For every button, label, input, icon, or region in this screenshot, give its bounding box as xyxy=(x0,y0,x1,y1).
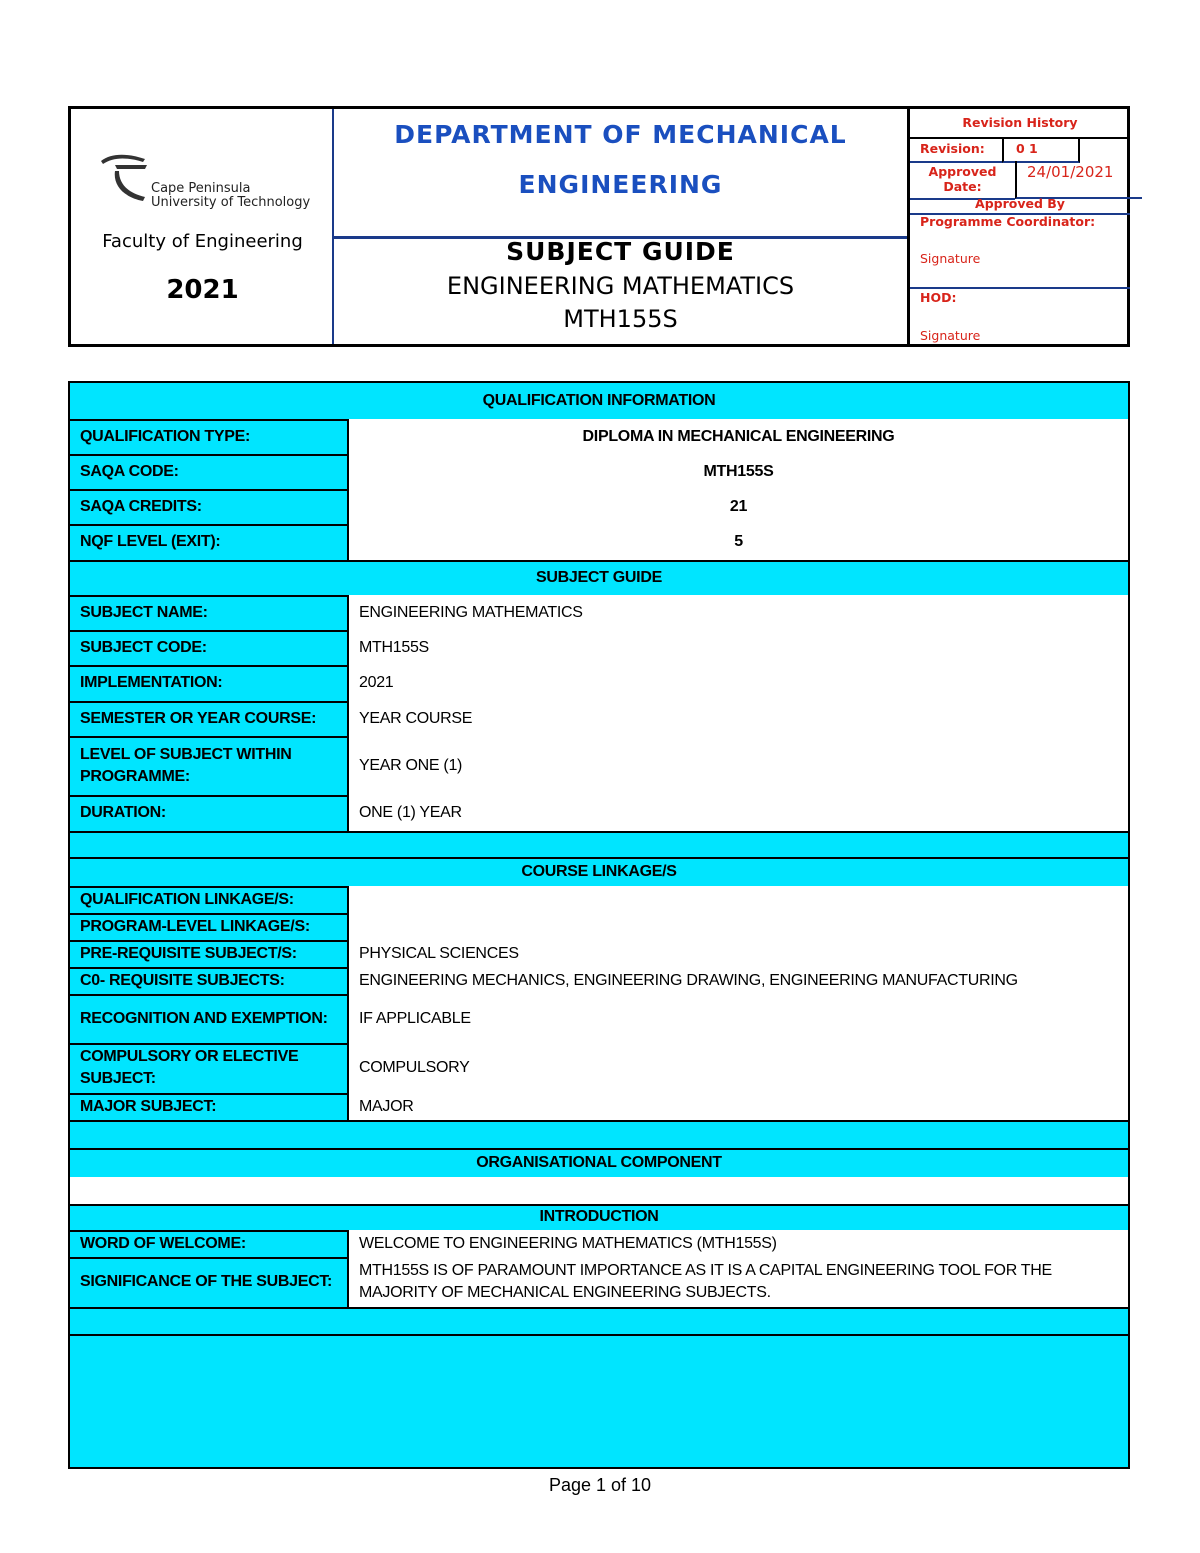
row-value: MAJOR xyxy=(349,1093,1128,1120)
table-row xyxy=(70,736,1128,797)
spacer-row xyxy=(70,1307,1128,1336)
row-label: MAJOR SUBJECT: xyxy=(70,1093,349,1120)
row-label: NQF LEVEL (EXIT): xyxy=(70,524,349,560)
section-heading-row xyxy=(70,383,1128,421)
subject-name: ENGINEERING MATHEMATICS xyxy=(446,272,795,300)
row-value xyxy=(349,886,1128,913)
approved-label-line2: Date: xyxy=(943,179,982,194)
logo-text-line2: University of Technology xyxy=(151,195,311,210)
page-number: Page 1 of 10 xyxy=(548,1475,652,1495)
table-row xyxy=(70,1093,1128,1122)
table-row xyxy=(70,1043,1128,1095)
table-row xyxy=(70,994,1128,1045)
table-row xyxy=(70,630,1128,667)
subject-guide-heading: SUBJECT GUIDE xyxy=(536,568,662,586)
title-panel xyxy=(334,109,907,344)
document-header xyxy=(68,106,1130,347)
hod-divider xyxy=(910,287,1130,289)
section-heading-row xyxy=(70,1148,1128,1179)
row-label: DURATION: xyxy=(70,795,349,831)
revision-value: 0 1 xyxy=(1002,137,1080,163)
hod-label: HOD: xyxy=(920,290,957,305)
row-value: WELCOME TO ENGINEERING MATHEMATICS (MTH155S) xyxy=(349,1230,1128,1257)
introduction-heading: INTRODUCTION xyxy=(539,1208,659,1225)
row-value xyxy=(349,913,1128,940)
spacer-row xyxy=(70,831,1128,859)
coordinator-signature: Signature xyxy=(920,251,981,266)
row-label: PRE-REQUISITE SUBJECT/S: xyxy=(70,940,349,967)
guide-title: SUBJECT GUIDE xyxy=(506,237,735,266)
row-value: ONE (1) YEAR xyxy=(349,795,1128,831)
approved-date-value: 24/01/2021 xyxy=(1015,161,1142,199)
spacer-row xyxy=(70,1120,1128,1150)
row-label: IMPLEMENTATION: xyxy=(70,665,349,701)
table-row xyxy=(70,795,1128,833)
approved-by-label: Approved By xyxy=(910,195,1130,215)
revision-label: Revision: xyxy=(910,137,1012,163)
approved-label-line1: Approved xyxy=(928,164,997,179)
row-label: QUALIFICATION LINKAGE/S: xyxy=(70,886,349,913)
table-row xyxy=(70,595,1128,632)
row-value: COMPULSORY xyxy=(349,1043,1128,1093)
row-value: IF APPLICABLE xyxy=(349,994,1128,1043)
table-row xyxy=(70,1257,1128,1309)
section-heading-row xyxy=(70,857,1128,888)
row-label: SUBJECT CODE: xyxy=(70,630,349,665)
table-row xyxy=(70,454,1128,491)
row-value: PHYSICAL SCIENCES xyxy=(349,940,1128,967)
table-row xyxy=(70,1230,1128,1259)
department-title-line2: ENGINEERING xyxy=(518,170,723,199)
table-row xyxy=(70,886,1128,915)
table-row xyxy=(70,665,1128,703)
department-title-line1: DEPARTMENT OF MECHANICAL xyxy=(394,120,847,149)
table-row xyxy=(70,940,1128,969)
table-row xyxy=(70,419,1128,456)
section-heading-row xyxy=(70,560,1128,597)
subject-code: MTH155S xyxy=(563,305,678,333)
university-logo-icon xyxy=(97,149,149,211)
row-label: QUALIFICATION TYPE: xyxy=(70,419,349,454)
row-value: MTH155S IS OF PARAMOUNT IMPORTANCE AS IT IS A CAPITAL ENGINEERING TOOL FOR THE MAJORITY OF MECHANICAL ENGINEERING SUBJECTS. xyxy=(349,1257,1128,1307)
row-label: C0- REQUISITE SUBJECTS: xyxy=(70,967,349,994)
revision-history-panel xyxy=(907,109,1127,344)
blank-row xyxy=(70,1177,1128,1206)
row-value: YEAR ONE (1) xyxy=(349,736,1128,795)
document-year: 2021 xyxy=(166,275,239,305)
row-value: 2021 xyxy=(349,665,1128,701)
table-row xyxy=(70,701,1128,738)
institution-panel xyxy=(71,109,334,344)
row-value: 21 xyxy=(349,489,1128,524)
table-row xyxy=(70,489,1128,526)
hod-signature: Signature xyxy=(920,328,981,343)
row-label: LEVEL OF SUBJECT WITHIN PROGRAMME: xyxy=(70,736,349,795)
logo-text-line1: Cape Peninsula xyxy=(151,181,251,196)
row-label: SAQA CODE: xyxy=(70,454,349,489)
empty-content-row xyxy=(70,1334,1128,1467)
row-label: SAQA CREDITS: xyxy=(70,489,349,524)
qualification-heading: QUALIFICATION INFORMATION xyxy=(482,392,716,409)
row-label: COMPULSORY OR ELECTIVE SUBJECT: xyxy=(70,1043,349,1093)
department-block xyxy=(334,109,907,239)
table-row xyxy=(70,967,1128,996)
revision-history-title: Revision History xyxy=(910,109,1130,139)
organisational-heading: ORGANISATIONAL COMPONENT xyxy=(476,1153,722,1171)
row-label: RECOGNITION AND EXEMPTION: xyxy=(70,994,349,1043)
course-linkage-heading: COURSE LINKAGE/S xyxy=(521,862,677,880)
row-label: WORD OF WELCOME: xyxy=(70,1230,349,1257)
section-heading-row xyxy=(70,1204,1128,1232)
row-value: YEAR COURSE xyxy=(349,701,1128,736)
row-value: ENGINEERING MECHANICS, ENGINEERING DRAWING, ENGINEERING MANUFACTURING xyxy=(349,967,1128,994)
faculty-name: Faculty of Engineering xyxy=(102,231,303,252)
row-value: ENGINEERING MATHEMATICS xyxy=(349,595,1128,630)
subject-info-table xyxy=(68,381,1130,1469)
row-value: MTH155S xyxy=(349,630,1128,665)
row-value: 5 xyxy=(349,524,1128,560)
programme-coordinator-label: Programme Coordinator: xyxy=(920,214,1096,229)
table-row xyxy=(70,524,1128,562)
row-label: PROGRAM-LEVEL LINKAGE/S: xyxy=(70,913,349,940)
row-value: MTH155S xyxy=(349,454,1128,489)
row-label: SIGNIFICANCE OF THE SUBJECT: xyxy=(70,1257,349,1307)
row-value: DIPLOMA IN MECHANICAL ENGINEERING xyxy=(349,419,1128,454)
row-label: SEMESTER OR YEAR COURSE: xyxy=(70,701,349,736)
row-label: SUBJECT NAME: xyxy=(70,595,349,630)
table-row xyxy=(70,913,1128,942)
